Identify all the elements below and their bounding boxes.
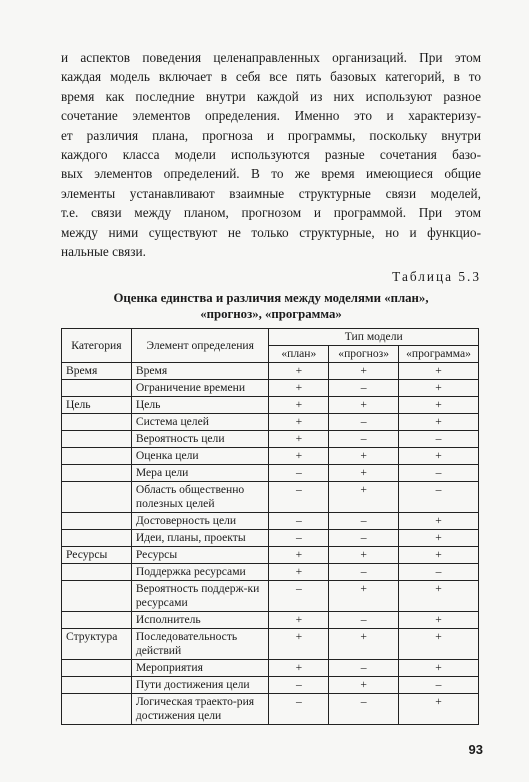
table-row — [62, 660, 479, 677]
forecast-mark: + — [329, 465, 399, 482]
category-cell — [62, 513, 132, 530]
plan-mark: – — [269, 581, 329, 612]
plan-mark: + — [269, 448, 329, 465]
category-cell — [62, 530, 132, 547]
category-cell — [62, 564, 132, 581]
plan-mark: + — [269, 380, 329, 397]
category-cell: Структура — [62, 629, 132, 660]
element-cell: Последовательность действий — [131, 629, 269, 660]
table-title-line: Оценка единства и различия между моделями «план», — [113, 291, 429, 306]
category-cell — [62, 677, 132, 694]
element-cell: Ограничение времени — [131, 380, 269, 397]
plan-mark: + — [269, 629, 329, 660]
forecast-mark: – — [329, 513, 399, 530]
table-row — [62, 465, 479, 482]
header-model-type: Тип модели — [269, 329, 479, 346]
element-cell: Поддержка ресурсами — [131, 564, 269, 581]
program-mark: + — [399, 513, 479, 530]
table-row — [62, 448, 479, 465]
table-title-line: «прогноз», «программа» — [200, 307, 342, 322]
paragraph-line: время как последние внутри каждой из них используют разное — [61, 88, 481, 104]
forecast-mark: + — [329, 677, 399, 694]
plan-mark: – — [269, 482, 329, 513]
paragraph-line: между ними существуют не только структурные, но и функцио- — [61, 224, 481, 240]
program-mark: – — [399, 465, 479, 482]
element-cell: Время — [131, 363, 269, 380]
table-row — [62, 482, 479, 513]
paragraph-line: ет различия плана, прогноза и программы, поскольку внутри — [61, 127, 481, 143]
element-cell: Область общественно полезных целей — [131, 482, 269, 513]
plan-mark: + — [269, 612, 329, 629]
category-cell — [62, 414, 132, 431]
program-mark: – — [399, 482, 479, 513]
element-cell: Исполнитель — [131, 612, 269, 629]
paragraph-line: вых элементов определений. В то же время имеющиеся общие — [61, 166, 481, 182]
category-cell — [62, 448, 132, 465]
category-cell: Цель — [62, 397, 132, 414]
forecast-mark: – — [329, 612, 399, 629]
forecast-mark: – — [329, 694, 399, 725]
table-row — [62, 363, 479, 380]
plan-mark: + — [269, 363, 329, 380]
element-cell: Вероятность цели — [131, 431, 269, 448]
table-label: Таблица 5.3 — [392, 269, 481, 285]
program-mark: + — [399, 414, 479, 431]
program-mark: + — [399, 629, 479, 660]
plan-mark: – — [269, 677, 329, 694]
category-cell: Ресурсы — [62, 547, 132, 564]
category-cell — [62, 380, 132, 397]
program-mark: + — [399, 547, 479, 564]
element-cell: Логическая траекто-рия достижения цели — [131, 694, 269, 725]
plan-mark: + — [269, 660, 329, 677]
table-row — [62, 694, 479, 725]
element-cell: Оценка цели — [131, 448, 269, 465]
plan-mark: + — [269, 564, 329, 581]
forecast-mark: + — [329, 547, 399, 564]
plan-mark: – — [269, 530, 329, 547]
plan-mark: + — [269, 547, 329, 564]
table-title — [61, 290, 481, 322]
header-plan: «план» — [269, 346, 329, 363]
program-mark: + — [399, 380, 479, 397]
plan-mark: – — [269, 513, 329, 530]
element-cell: Ресурсы — [131, 547, 269, 564]
element-cell: Идеи, планы, проекты — [131, 530, 269, 547]
paragraph-line: каждого класса модели используются разные сочетания базо- — [61, 147, 481, 163]
program-mark: + — [399, 694, 479, 725]
comparison-table — [61, 328, 479, 725]
table-row — [62, 581, 479, 612]
paragraph-line: каждая модель включает в себя все пять базовых категорий, в то — [61, 69, 481, 85]
header-forecast: «прогноз» — [329, 346, 399, 363]
table-row — [62, 513, 479, 530]
program-mark: + — [399, 448, 479, 465]
program-mark: – — [399, 564, 479, 581]
table-row — [62, 380, 479, 397]
table-row — [62, 677, 479, 694]
page-number: 93 — [468, 742, 483, 757]
page-content — [61, 48, 481, 725]
plan-mark: + — [269, 397, 329, 414]
forecast-mark: – — [329, 380, 399, 397]
category-cell — [62, 660, 132, 677]
table-body — [62, 363, 479, 725]
element-cell: Достоверность цели — [131, 513, 269, 530]
forecast-mark: + — [329, 363, 399, 380]
category-cell — [62, 581, 132, 612]
table-row — [62, 414, 479, 431]
element-cell: Мероприятия — [131, 660, 269, 677]
table-row — [62, 547, 479, 564]
element-cell: Цель — [131, 397, 269, 414]
category-cell — [62, 431, 132, 448]
forecast-mark: + — [329, 581, 399, 612]
program-mark: – — [399, 431, 479, 448]
table-row — [62, 431, 479, 448]
element-cell: Мера цели — [131, 465, 269, 482]
element-cell: Пути достижения цели — [131, 677, 269, 694]
forecast-mark: + — [329, 482, 399, 513]
header-program: «программа» — [399, 346, 479, 363]
table-row — [62, 629, 479, 660]
category-cell: Время — [62, 363, 132, 380]
program-mark: + — [399, 530, 479, 547]
body-paragraph — [61, 48, 481, 261]
category-cell — [62, 694, 132, 725]
forecast-mark: – — [329, 530, 399, 547]
plan-mark: – — [269, 694, 329, 725]
forecast-mark: – — [329, 660, 399, 677]
table-row — [62, 530, 479, 547]
forecast-mark: + — [329, 629, 399, 660]
program-mark: + — [399, 660, 479, 677]
element-cell: Вероятность поддерж-ки ресурсами — [131, 581, 269, 612]
table-row — [62, 612, 479, 629]
category-cell — [62, 465, 132, 482]
program-mark: – — [399, 677, 479, 694]
header-category: Категория — [62, 329, 132, 363]
forecast-mark: – — [329, 431, 399, 448]
category-cell — [62, 612, 132, 629]
program-mark: + — [399, 397, 479, 414]
forecast-mark: – — [329, 564, 399, 581]
plan-mark: + — [269, 414, 329, 431]
element-cell: Система целей — [131, 414, 269, 431]
program-mark: + — [399, 612, 479, 629]
paragraph-line: сочетание элементов определения. Именно это и характеризу- — [61, 108, 481, 124]
paragraph-line: т.е. связи между планом, прогнозом и программой. При этом — [61, 205, 481, 221]
forecast-mark: + — [329, 397, 399, 414]
program-mark: + — [399, 363, 479, 380]
plan-mark: – — [269, 465, 329, 482]
category-cell — [62, 482, 132, 513]
paragraph-line: элементы устанавливают взаимные структурные связи моделей, — [61, 185, 481, 201]
plan-mark: + — [269, 431, 329, 448]
program-mark: + — [399, 581, 479, 612]
forecast-mark: + — [329, 448, 399, 465]
paragraph-line: и аспектов поведения целенаправленных организаций. При этом — [61, 50, 481, 65]
forecast-mark: – — [329, 414, 399, 431]
paragraph-line: нальные связи. — [61, 244, 146, 260]
table-row — [62, 397, 479, 414]
header-element: Элемент определения — [131, 329, 269, 363]
table-row — [62, 564, 479, 581]
